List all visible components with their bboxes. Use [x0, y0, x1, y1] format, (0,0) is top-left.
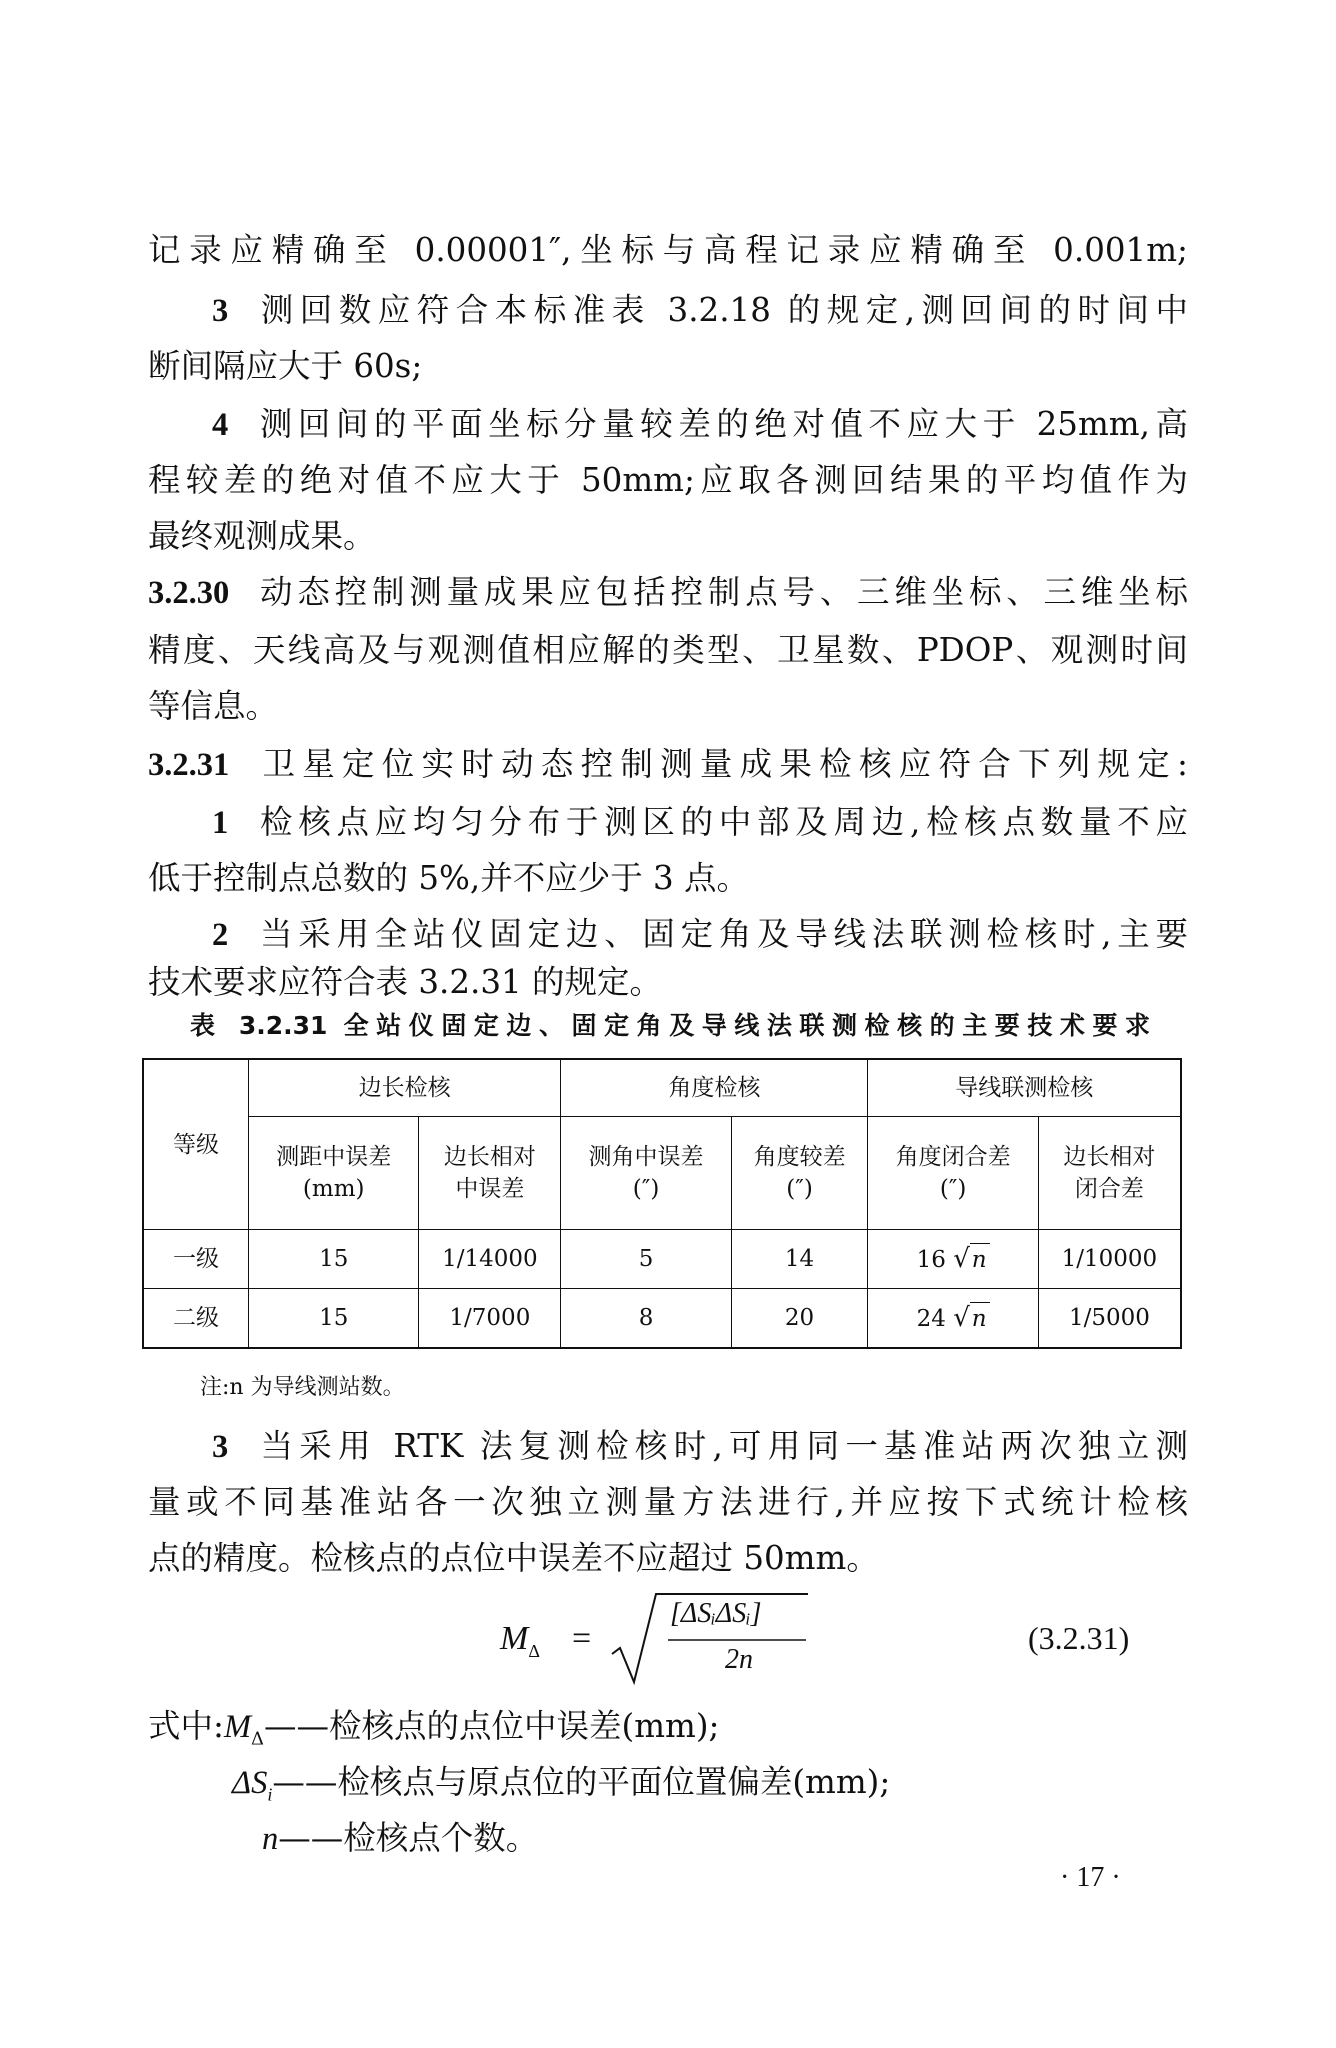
clause-number: 4	[212, 407, 229, 443]
variable-subscript: i	[267, 1784, 273, 1805]
denominator: 2n	[725, 1644, 753, 1675]
body-line	[148, 514, 1188, 558]
variable-definition	[148, 1704, 719, 1762]
clause-3-rtk	[212, 1424, 1188, 1469]
grade-cell: 二级	[143, 1289, 249, 1349]
clause-1	[212, 800, 1188, 845]
group-header: 导线联测检核	[868, 1059, 1181, 1117]
table-cell: 1/5000	[1038, 1289, 1181, 1349]
table-row	[143, 1289, 1181, 1349]
sub-header	[419, 1117, 561, 1230]
variable-definition	[232, 1760, 890, 1817]
lhs-subscript: Δ	[528, 1640, 540, 1661]
radicand: n	[970, 1302, 990, 1335]
variable-subscript: Δ	[251, 1728, 265, 1750]
variable-symbol: n	[262, 1821, 279, 1857]
body-text: 等信息。	[148, 687, 279, 725]
clause-3	[212, 288, 1188, 333]
sqrt-icon: √	[953, 1243, 970, 1274]
body-text: 当采用 RTK 法复测检核时,可用同一基准站两次独立测	[254, 1427, 1188, 1465]
coefficient: 16	[916, 1246, 946, 1273]
body-text: 检核点应均匀分布于测区的中部及周边,检核点数量不应	[254, 803, 1188, 841]
body-line	[148, 856, 1188, 900]
sub-header	[561, 1117, 731, 1230]
table-note: 注:n 为导线测站数。	[200, 1375, 405, 1400]
grade-cell: 一级	[143, 1230, 249, 1289]
sub-header	[249, 1117, 419, 1230]
body-text: 当采用全站仪固定边、固定角及导线法联测检核时,主要	[254, 915, 1188, 953]
equation	[500, 1588, 820, 1698]
body-line	[148, 344, 1188, 388]
table-header-row	[143, 1059, 1181, 1117]
clause-4	[212, 402, 1188, 447]
clause-number: 2	[212, 917, 229, 953]
body-line	[148, 960, 1188, 1004]
table-cell: 5	[561, 1230, 731, 1289]
grade-header: 等级	[143, 1059, 249, 1230]
lhs-symbol: M	[500, 1620, 529, 1657]
variable-symbol: M	[223, 1709, 252, 1745]
body-line	[148, 1480, 1188, 1524]
sqrt-icon: √	[953, 1302, 970, 1333]
sub-header	[1038, 1117, 1181, 1230]
table-cell: 1/14000	[419, 1230, 561, 1289]
section-number: 3.2.31	[148, 747, 230, 783]
equation-lhs	[500, 1620, 540, 1662]
sub-header-unit: (mm)	[302, 1176, 365, 1202]
body-text: 技术要求应符合表 3.2.31 的规定。	[148, 963, 663, 1001]
sub-header-unit: (″)	[939, 1176, 967, 1202]
body-text: 程较差的绝对值不应大于 50mm;应取各测回结果的平均值作为	[148, 461, 1188, 499]
sub-header-unit: (″)	[632, 1176, 660, 1202]
section-3-2-30	[148, 570, 1188, 615]
section-number: 3.2.30	[148, 575, 230, 611]
variable-symbol: ΔS	[232, 1765, 268, 1801]
table-cell: 1/7000	[419, 1289, 561, 1349]
body-text: 最终观测成果。	[148, 517, 376, 555]
table-cell: 15	[249, 1230, 419, 1289]
body-line	[148, 458, 1188, 502]
table-cell: 20	[731, 1289, 868, 1349]
section-3-2-31	[148, 742, 1188, 787]
variable-description: ——检核点个数。	[278, 1819, 539, 1857]
body-text: 精度、天线高及与观测值相应解的类型、卫星数、PDOP、观测时间	[148, 631, 1188, 669]
sub-header	[868, 1117, 1038, 1230]
page-number: · 17 ·	[1060, 1862, 1121, 1893]
variable-description: ——检核点与原点位的平面位置偏差(mm);	[272, 1763, 891, 1801]
group-header: 角度检核	[561, 1059, 868, 1117]
sub-header-line: 测距中误差	[276, 1144, 392, 1170]
body-text: 记录应精确至 0.00001″,坐标与高程记录应精确至 0.001m;	[148, 231, 1188, 269]
clause-number: 3	[212, 1429, 229, 1465]
sub-header-unit: 中误差	[455, 1176, 525, 1202]
sub-header-line: 测角中误差	[588, 1144, 704, 1170]
sub-header-unit: 闭合差	[1074, 1176, 1144, 1202]
body-text: 低于控制点总数的 5%,并不应少于 3 点。	[148, 859, 750, 897]
sub-header-line: 边长相对	[1063, 1144, 1156, 1170]
body-line	[148, 684, 1188, 728]
technical-requirements-table	[142, 1058, 1182, 1349]
sub-header-unit: (″)	[786, 1176, 813, 1202]
body-text: 测回间的平面坐标分量较差的绝对值不应大于 25mm,高	[254, 405, 1188, 443]
clause-number: 1	[212, 805, 229, 841]
table-cell: 14	[731, 1230, 868, 1289]
body-text: 点的精度。检核点的点位中误差不应超过 50mm。	[148, 1539, 879, 1577]
table-subheader-row	[143, 1117, 1181, 1230]
body-text: 卫星定位实时动态控制测量成果检核应符合下列规定:	[255, 745, 1188, 783]
clause-number: 3	[212, 293, 229, 329]
group-header: 边长检核	[249, 1059, 561, 1117]
sub-header-line: 边长相对	[443, 1144, 536, 1170]
variable-description: ——检核点的点位中误差(mm);	[264, 1707, 720, 1745]
where-label: 式中:	[148, 1707, 224, 1745]
variable-definition	[262, 1816, 538, 1861]
body-line	[148, 228, 1188, 272]
table-cell	[868, 1230, 1038, 1289]
equals-sign: =	[572, 1620, 592, 1657]
sub-header	[731, 1117, 868, 1230]
body-text: 断间隔应大于 60s;	[148, 347, 423, 385]
table-cell	[868, 1289, 1038, 1349]
table-row	[143, 1230, 1181, 1289]
body-text: 动态控制测量成果应包括控制点号、三维坐标、三维坐标	[255, 573, 1188, 611]
coefficient: 24	[916, 1305, 946, 1332]
sub-header-line: 角度较差	[753, 1144, 846, 1170]
table-cell: 15	[249, 1289, 419, 1349]
table-cell: 1/10000	[1038, 1230, 1181, 1289]
numerator: [ΔSᵢΔSᵢ]	[670, 1598, 762, 1629]
sub-header-line: 角度闭合差	[895, 1144, 1011, 1170]
body-line	[148, 1536, 1188, 1580]
equation-number: (3.2.31)	[1028, 1620, 1130, 1656]
table-caption: 表 3.2.31 全站仪固定边、固定角及导线法联测检核的主要技术要求	[190, 1011, 1150, 1040]
radicand: n	[970, 1243, 990, 1276]
body-text: 量或不同基准站各一次独立测量方法进行,并应按下式统计检核	[148, 1483, 1188, 1521]
clause-2	[212, 912, 1188, 957]
body-line	[148, 628, 1188, 672]
body-text: 测回数应符合本标准表 3.2.18 的规定,测回间的时间中	[254, 291, 1188, 329]
table-cell: 8	[561, 1289, 731, 1349]
